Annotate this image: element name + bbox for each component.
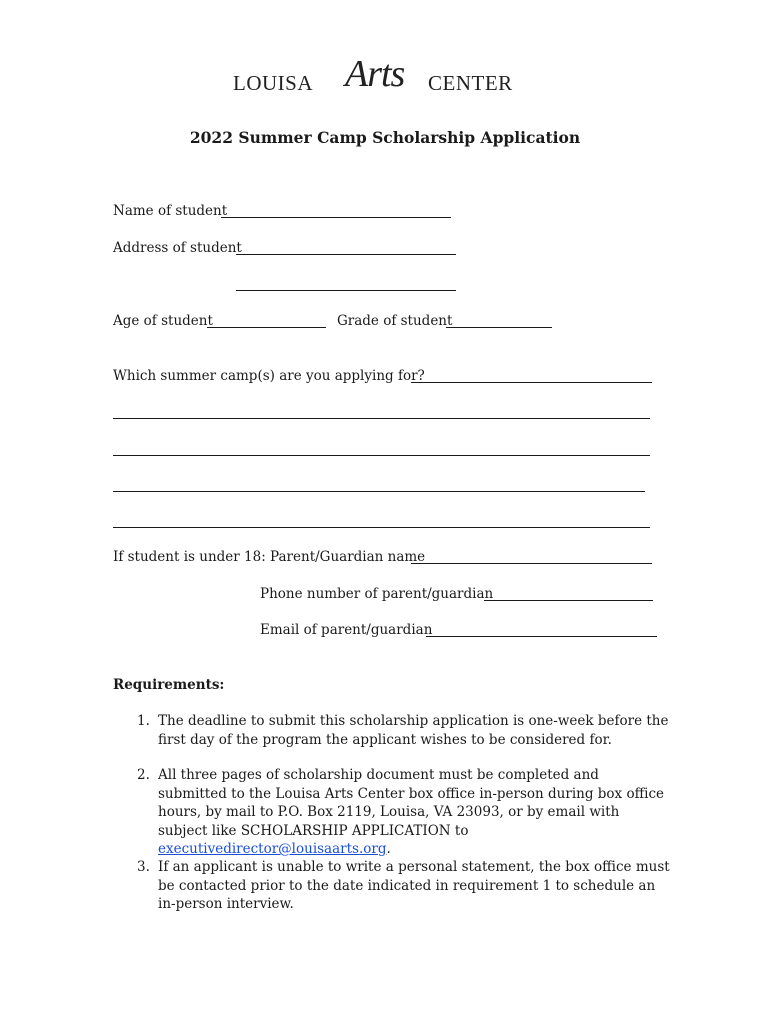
- address-field-line-2[interactable]: [236, 290, 456, 291]
- requirements-heading: Requirements:: [113, 677, 225, 693]
- requirement-text-part: All three pages of scholarship document must be completed and submitted to the Louisa Arts Center box office in-person during box office hours, by mail to P.O. Box 2119, Louisa, VA 23093, or by email with subject like SCHOLARSHIP APPLICATION to: [158, 767, 665, 839]
- guardian-phone-field[interactable]: [484, 600, 653, 601]
- address-label: Address of student: [113, 240, 242, 256]
- requirement-text-part: .: [386, 841, 391, 857]
- camps-field-line-1[interactable]: [411, 382, 652, 383]
- requirement-number: 1.: [137, 713, 150, 729]
- page-title: 2022 Summer Camp Scholarship Application: [189, 128, 581, 147]
- requirement-text: If an applicant is unable to write a personal statement, the box office must be contacted prior to the date indicated in requirement 1 to schedule an in-person interview.: [158, 859, 670, 912]
- requirement-item: [113, 858, 673, 916]
- guardian-email-field[interactable]: [426, 636, 657, 637]
- name-field[interactable]: [221, 217, 451, 218]
- camps-field-line-4[interactable]: [113, 491, 645, 492]
- guardian-name-field[interactable]: [411, 563, 652, 564]
- logo-left-word: LOUISA: [233, 71, 313, 95]
- name-label: Name of student: [113, 203, 228, 219]
- logo-right-word: CENTER: [428, 71, 513, 95]
- grade-label: Grade of student: [337, 313, 453, 329]
- camps-field-line-5[interactable]: [113, 527, 650, 528]
- requirement-item: [113, 712, 673, 752]
- age-label: Age of student: [113, 313, 213, 329]
- requirement-number: 3.: [137, 859, 150, 875]
- camps-field-line-3[interactable]: [113, 455, 650, 456]
- logo-script-word: Arts: [345, 53, 405, 95]
- requirement-text: The deadline to submit this scholarship application is one-week before the first day of the program the applicant wishes to be considered for.: [158, 713, 669, 748]
- requirement-text: [158, 766, 670, 859]
- age-field[interactable]: [207, 327, 326, 328]
- requirement-number: 2.: [137, 767, 150, 783]
- guardian-email-label: Email of parent/guardian: [260, 622, 433, 638]
- guardian-phone-label: Phone number of parent/guardian: [260, 586, 494, 602]
- executive-director-email-link[interactable]: executivedirector@louisaarts.org: [158, 841, 387, 857]
- camps-field-line-2[interactable]: [113, 418, 650, 419]
- grade-field[interactable]: [446, 327, 552, 328]
- louisa-arts-center-logo: [233, 52, 538, 98]
- camps-label: Which summer camp(s) are you applying for?: [113, 368, 425, 384]
- requirement-item: [113, 766, 673, 857]
- guardian-name-label: If student is under 18: Parent/Guardian name: [113, 549, 426, 565]
- address-field-line-1[interactable]: [236, 254, 456, 255]
